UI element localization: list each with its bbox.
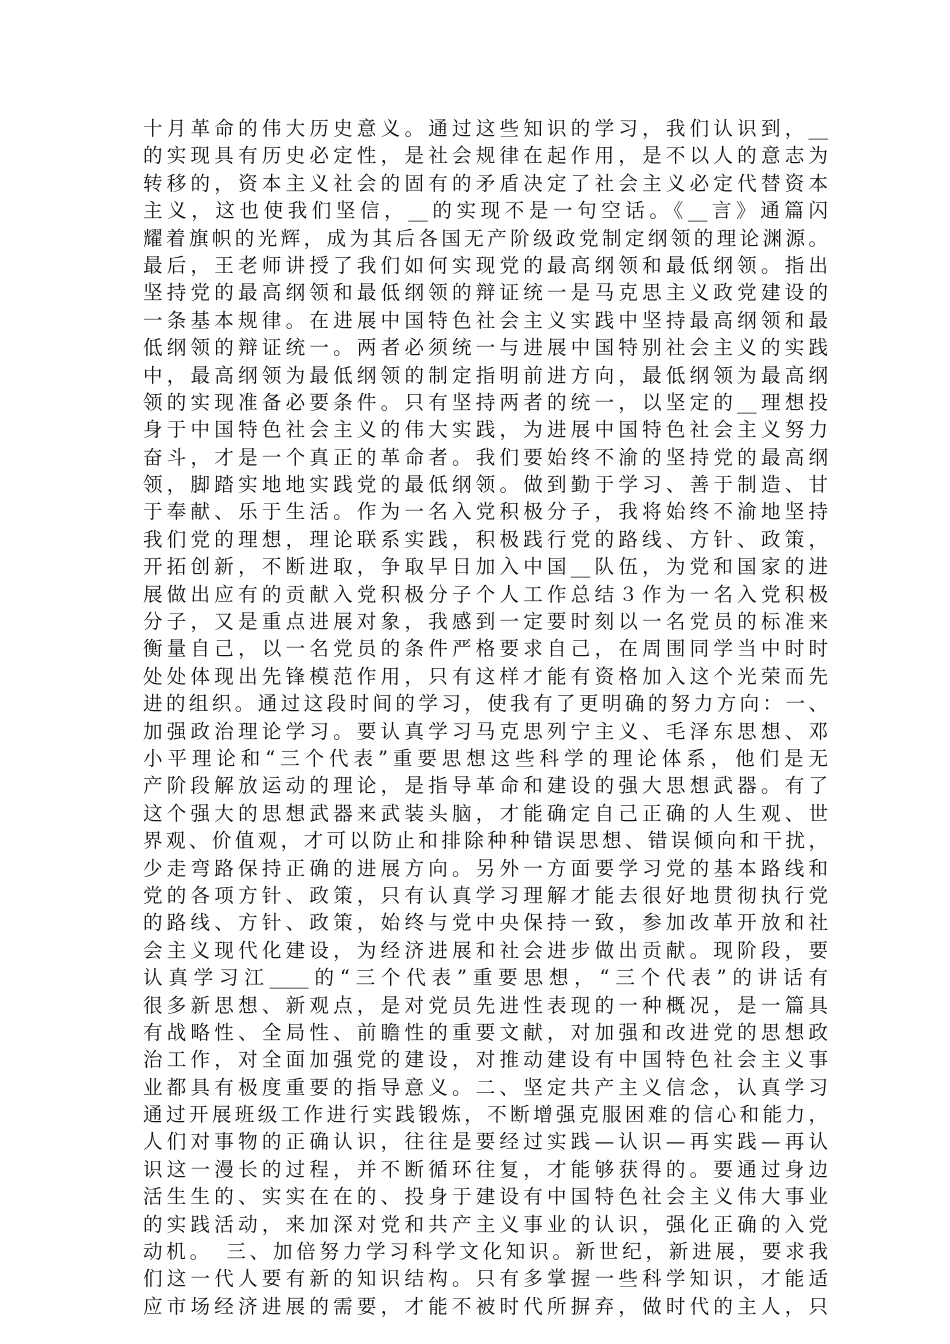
text-line: 业都具有极度重要的指导意义。二、坚定共产主义信念，认真学习: [143, 1075, 828, 1099]
text-line: 通过开展班级工作进行实践锻炼，不断增强克服困难的信心和能力，: [143, 1103, 828, 1127]
text-line: 坚持党的最高纲领和最低纲领的辩证统一是马克思主义政党建设的: [143, 281, 828, 305]
text-line: 这个强大的思想武器来武装头脑，才能确定自己正确的人生观、世: [143, 801, 828, 825]
text-line: 的实践活动，来加深对党和共产主义事业的认识，强化正确的入党: [143, 1212, 828, 1236]
text-line: 中，最高纲领为最低纲领的制定指明前进方向，最低纲领为最高纲: [143, 363, 828, 387]
text-line: 识这一漫长的过程，并不断循环往复，才能够获得的。要通过身边: [143, 1157, 828, 1181]
text-line: 的实现具有历史必定性，是社会规律在起作用，是不以人的意志为: [143, 144, 828, 168]
text-line: 活生生的、实实在在的、投身于建设有中国特色社会主义伟大事业: [143, 1185, 828, 1209]
text-line: 处处体现出先锋模范作用，只有这样才能有资格加入这个光荣而先: [143, 664, 828, 688]
text-line: 开拓创新，不断进取，争取早日加入中国__队伍，为党和国家的进: [143, 555, 828, 579]
text-line: 主义，这也使我们坚信，__的实现不是一句空话。《__言》通篇闪: [143, 199, 828, 223]
text-line: 耀着旗帜的光辉，成为其后各国无产阶级政党制定纲领的理论渊源。: [143, 226, 828, 250]
text-line: 转移的，资本主义社会的固有的矛盾决定了社会主义必定代替资本: [143, 171, 828, 195]
text-line: 进的组织。通过这段时间的学习，使我有了更明确的努力方向：一、: [143, 692, 828, 716]
text-line: 很多新思想、新观点，是对党员先进性表现的一种概况，是一篇具: [143, 993, 828, 1017]
text-line: 小平理论和“三个代表”重要思想这些科学的理论体系，他们是无: [143, 746, 828, 770]
text-line: 们这一代人要有新的知识结构。只有多掌握一些科学知识，才能适: [143, 1267, 828, 1291]
text-line: 界观、价值观，才可以防止和排除种种错误思想、错误倾向和干扰，: [143, 829, 828, 853]
text-line: 党的各项方针、政策，只有认真学习理解才能去很好地贯彻执行党: [143, 883, 828, 907]
text-line: 加强政治理论学习。要认真学习马克思列宁主义、毛泽东思想、邓: [143, 719, 828, 743]
text-line: 应市场经济进展的需要，才能不被时代所摒弃，做时代的主人，只: [143, 1294, 828, 1318]
text-line: 分子，又是重点进展对象，我感到一定要时刻以一名党员的标准来: [143, 610, 828, 634]
body-text: [143, 115, 828, 1320]
text-line: 人们对事物的正确认识，往往是要经过实践—认识—再实践—再认: [143, 1130, 828, 1154]
text-line: 一条基本规律。在进展中国特色社会主义实践中坚持最高纲领和最: [143, 308, 828, 332]
text-line: 于奉献、乐于生活。作为一名入党积极分子，我将始终不渝地坚持: [143, 500, 828, 524]
text-line: 有战略性、全局性、前瞻性的重要文献，对加强和改进党的思想政: [143, 1020, 828, 1044]
text-line: 少走弯路保持正确的进展方向。另外一方面要学习党的基本路线和: [143, 856, 828, 880]
text-line: 衡量自己，以一名党员的条件严格要求自己，在周围同学当中时时: [143, 637, 828, 661]
text-line: 奋斗，才是一个真正的革命者。我们要始终不渝的坚持党的最高纲: [143, 445, 828, 469]
text-line: 我们党的理想，理论联系实践，积极践行党的路线、方针、政策，: [143, 527, 828, 551]
text-line: 身于中国特色社会主义的伟大实践，为进展中国特色社会主义努力: [143, 418, 828, 442]
text-line: 的路线、方针、政策，始终与党中央保持一致，参加改革开放和社: [143, 911, 828, 935]
text-line: 认真学习江____的“三个代表”重要思想，“三个代表”的讲话有: [143, 966, 828, 990]
text-line: 动机。 三、加倍努力学习科学文化知识。新世纪，新进展，要求我: [143, 1240, 828, 1264]
text-line: 产阶段解放运动的理论，是指导革命和建设的强大思想武器。有了: [143, 774, 828, 798]
text-line: 领的实现准备必要条件。只有坚持两者的统一，以坚定的__理想投: [143, 390, 828, 414]
text-line: 会主义现代化建设，为经济进展和社会进步做出贡献。现阶段，要: [143, 938, 828, 962]
text-line: 治工作，对全面加强党的建设，对推动建设有中国特色社会主义事: [143, 1048, 828, 1072]
text-line: 展做出应有的贡献入党积极分子个人工作总结３作为一名入党积极: [143, 582, 828, 606]
text-line: 十月革命的伟大历史意义。通过这些知识的学习，我们认识到，__: [143, 117, 828, 140]
text-line: 低纲领的辩证统一。两者必须统一与进展中国特别社会主义的实践: [143, 336, 828, 360]
text-line: 领，脚踏实地地实践党的最低纲领。做到勤于学习、善于制造、甘: [143, 473, 828, 497]
text-line: 最后，王老师讲授了我们如何实现党的最高纲领和最低纲领。指出: [143, 253, 828, 277]
